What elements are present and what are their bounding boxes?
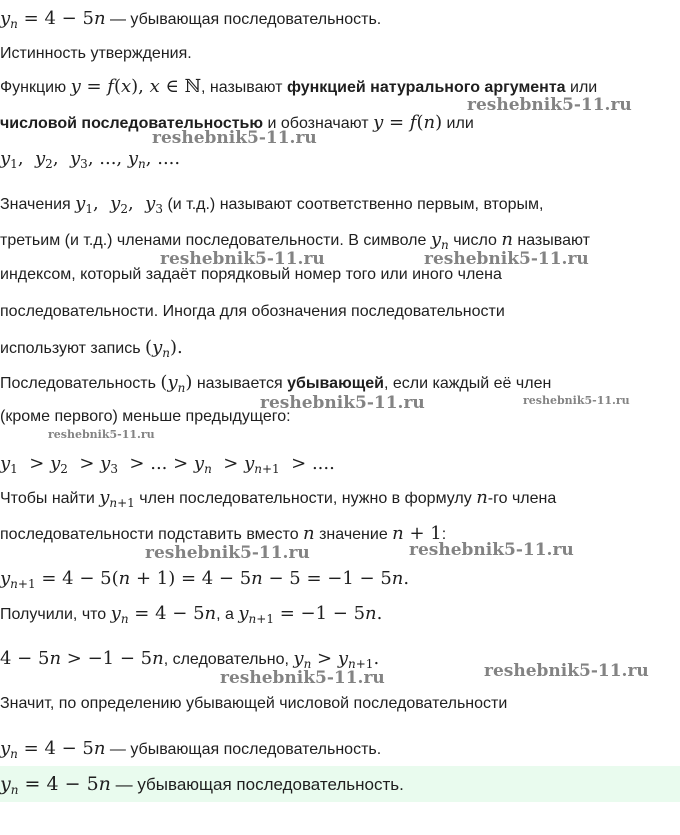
result-line: Получили, что $y_n = 4 - 5n$, а $y_{n+1} = -1 - 5n$.: [0, 603, 383, 626]
title-formula: $y_n = 4 - 5n$: [0, 8, 106, 31]
index-line: индексом, который задаёт порядковый номер того или иного члена: [0, 266, 502, 283]
sequence-notation-line: последовательности. Иногда для обозначения последовательности: [0, 303, 505, 320]
truth-heading: Истинность утверждения.: [0, 45, 192, 62]
values-line: Значения $y_1$, $y_2$, $y_3$ (и т.д.) называют соответственно первым, вторым,: [0, 193, 544, 216]
title-line: [0, 8, 680, 31]
members-formula: $y_1$, $y_2$, $y_3$, ..., $y_n$, ....: [0, 148, 181, 171]
watermark: reshebnik5-11.ru: [467, 95, 632, 115]
conclusion-line: $y_n = 4 - 5n$ — убывающая последовательность.: [0, 738, 382, 761]
substitute-line: последовательности подставить вместо n значение n + 1:: [0, 523, 447, 544]
decreasing-definition-line: Последовательность $(y_n)$ называется убывающей, если каждый её член: [0, 372, 552, 395]
watermark: reshebnik5-11.ru: [409, 540, 574, 560]
therefore-line: Значит, по определению убывающей числовой последовательности: [0, 695, 508, 712]
title-text: — убывающая последовательность.: [109, 11, 382, 28]
inequality-formula: $y_1 > y_2 > y_3$ > ... > $y_n > y_{n+1}$ > ....: [0, 453, 335, 476]
sequence-formula: y = f(n): [373, 112, 443, 133]
calculation-formula: $y_{n+1} = 4 - 5(n + 1) = 4 - 5n - 5 = -1 - 5n$.: [0, 568, 410, 591]
watermark: reshebnik5-11.ru: [424, 249, 589, 269]
watermark: reshebnik5-11.ru: [145, 543, 310, 563]
watermark: reshebnik5-11.ru: [152, 128, 317, 148]
watermark: reshebnik5-11.ru: [220, 668, 385, 688]
function-definition-line: Функцию y = f(x), x ∈ ℕ, называют функцией натурального аргумента или: [0, 76, 598, 97]
function-formula: y = f(x), x ∈ ℕ: [70, 76, 201, 97]
comparison-line: 4 − 5n > −1 − 5n, следовательно, $y_n > y_{n+1}$.: [0, 648, 380, 671]
third-line: третьим (и т.д.) членами последовательности. В символе $y_n$ число n называют: [0, 229, 590, 252]
watermark: reshebnik5-11.ru: [260, 393, 425, 413]
watermark: reshebnik5-11.ru: [523, 394, 630, 407]
watermark: reshebnik5-11.ru: [484, 661, 649, 681]
find-next-line: Чтобы найти $y_{n+1}$ член последовательности, нужно в формулу n-го члена: [0, 487, 557, 510]
watermark: reshebnik5-11.ru: [48, 428, 155, 441]
sequence-definition-line: числовой последовательностью и обозначают y = f(n) или: [0, 112, 474, 133]
watermark: reshebnik5-11.ru: [160, 249, 325, 269]
except-first-line: (кроме первого) меньше предыдущего:: [0, 408, 291, 425]
use-notation-line: используют запись $(y_n)$.: [0, 337, 183, 360]
answer-line: $y_n = 4 - 5n$ — убывающая последовательность.: [0, 773, 404, 797]
